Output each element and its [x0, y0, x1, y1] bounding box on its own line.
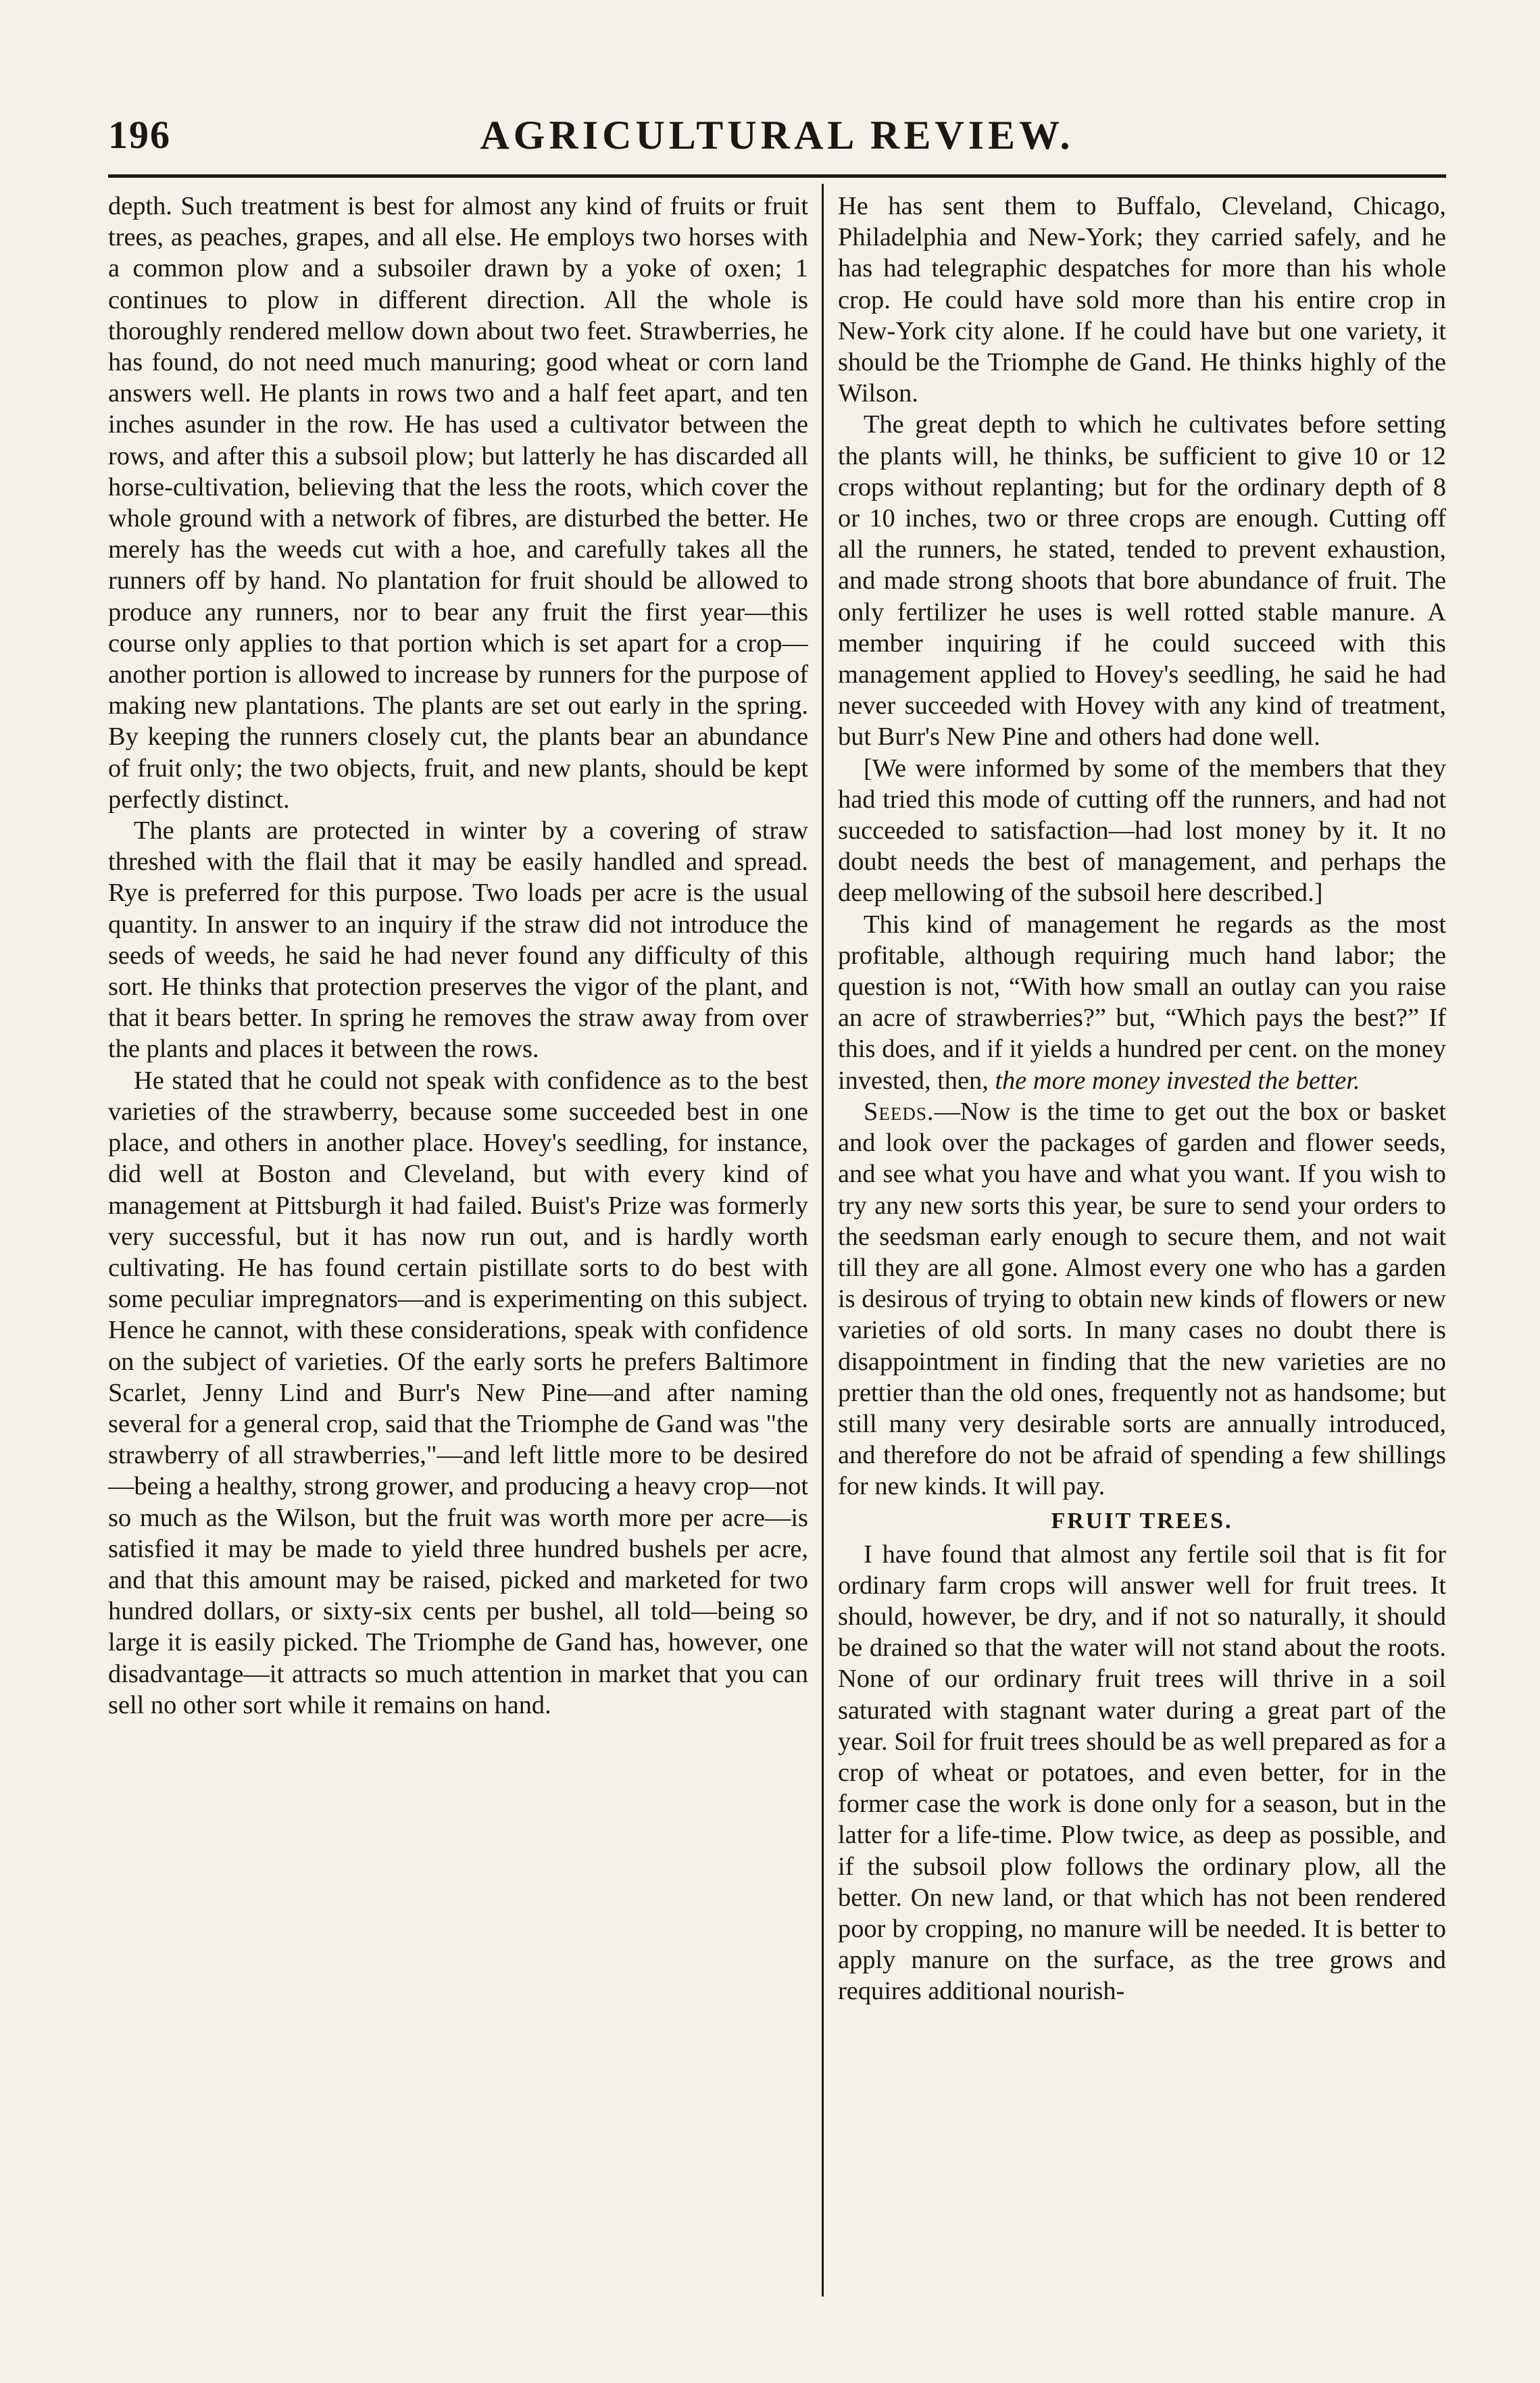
seeds-lead: Seeds.	[864, 1097, 935, 1126]
paragraph-fruit-trees: I have found that almost any fertile soil that is fit for ordinary farm crops will answer well for fruit trees. It should, however, be dry, and if not so naturally, it should be drained so that the water will not stand about the roots. None of our ordinary fruit trees will thrive in a soil saturated with stagnant water during a great part of the year. Soil for fruit trees should be as well prepared as for a crop of wheat or potatoes, and even better, for in the former case the work is done only for a season, but in the latter for a life-time. Plow twice, as deep as possible, and if the subsoil plow follows the ordinary plow, all the better. On new land, or that which has not been rendered poor by cropping, no manure will be needed. It is better to apply manure on the surface, as the tree grows and requires additional nourish-	[838, 1540, 1446, 2006]
seeds-body: —Now is the time to get out the box or basket and look over the packages of garden and flower seeds, and see what you have and what you want. If you wish to try any new sorts this year, be sure to send your orders to the seedsman early enough to secure them, and not wait till they are all gone. Almost every one who has a garden is desirous of trying to obtain new kinds of flowers or new varieties of old sorts. In many cases no doubt there is disappointment in finding that the new varieties are no prettier than the old ones, frequently not as handsome; but still many very desirable sorts are annually introduced, and therefore do not be afraid of spending a few shillings for new kinds. It will pay.	[838, 1097, 1446, 1501]
paragraph-depth-treatment: depth. Such treatment is best for almost any kind of fruits or fruit trees, as peaches, grapes, and all else. He employs two horses with a common plow and a subsoiler drawn by a yoke of oxen; 1 continues to plow in different direction. All the whole is thoroughly rendered mellow down about two feet. Strawberries, he has found, do not need much manuring; good wheat or corn land answers well. He plants in rows two and a half feet apart, and ten inches asunder in the row. He has used a cultivator between the rows, and after this a subsoil plow; but latterly he has discarded all horse-cultivation, believing that the less the roots, which cover the whole ground with a network of fibres, are disturbed the better. He merely has the weeds cut with a hoe, and carefully takes all the runners off by hand. No plantation for fruit should be allowed to produce any runners, nor to bear any fruit the first year—this course only applies to that portion which is set apart for a crop—another portion is allowed to increase by runners for the purpose of making new plantations. The plants are set out early in the spring. By keeping the runners closely cut, the plants bear an abundance of fruit only; the two objects, fruit, and new plants, should be kept perfectly distinct.	[108, 192, 808, 814]
paragraph-seeds	[838, 1096, 1446, 1502]
paragraph-cultivation-depth: The great depth to which he cultivates before setting the plants will, he thinks, be sufficient to give 10 or 12 crops without replanting; but for the ordinary depth of 8 or 10 inches, two or three crops are enough. Cutting off all the runners, he stated, tended to prevent exhaustion, and made strong shoots that bore abundance of fruit. The only fertilizer he uses is well rotted stable manure. A member inquiring if he could succeed with this management applied to Hovey's seedling, he said he had never succeeded with Hovey with any kind of treatment, but Burr's New Pine and others had done well.	[838, 410, 1446, 752]
left-column	[108, 191, 808, 2292]
running-title: AGRICULTURAL REVIEW.	[480, 113, 1074, 157]
profitability-italic: the more money invested the better.	[995, 1066, 1360, 1095]
paragraph-markets: He has sent them to Buffalo, Cleveland, Chicago, Philadelphia and New-York; they carried safely, and he has had telegraphic despatches for more than his whole crop. He could have sold more than his entire crop in New-York city alone. If he could have but one variety, it should be the Triomphe de Gand. He thinks highly of the Wilson.	[838, 192, 1446, 408]
right-column	[838, 191, 1446, 2292]
page-number: 196	[108, 113, 171, 157]
page-header	[108, 108, 1446, 162]
profitability-text: This kind of management he regards as the most profitable, although requiring much hand labor; the question is not, “With how small an outlay can you raise an acre of strawberries?” but, “Which pays the best?” If this does, and if it yields a hundred per cent. on the money invested, then,	[838, 910, 1446, 1095]
paragraph-profitability	[838, 909, 1446, 1096]
header-rule	[108, 174, 1446, 178]
paragraph-varieties: He stated that he could not speak with confidence as to the best varieties of the strawberry, because some succeeded best in one place, and others in another place. Hovey's seedling, for instance, did well at Boston and Cleveland, but with every kind of management at Pittsburgh it had failed. Buist's Prize was formerly very successful, but it has now run out, and is hardly worth cultivating. He has found certain pistillate sorts to do best with some peculiar impregnators—and is experimenting on this subject. Hence he cannot, with these considerations, speak with confidence on the subject of varieties. Of the early sorts he prefers Baltimore Scarlet, Jenny Lind and Burr's New Pine—and after naming several for a general crop, said that the Triomphe de Gand was "the strawberry of all strawberries,"—and left little more to be desired—being a healthy, strong grower, and producing a heavy crop—not so much as the Wilson, but the fruit was worth more per acre—is satisfied it may be made to yield three hundred bushels per acre, and that this amount may be raised, picked and marketed for two hundred dollars, or sixty-six cents per bushel, all told—being so large it is easily picked. The Triomphe de Gand has, however, one disadvantage—it attracts so much attention in market that you can sell no other sort while it remains on hand.	[108, 1066, 808, 1719]
paragraph-editor-note: [We were informed by some of the members that they had tried this mode of cutting off the runners, and had not succeeded to satisfaction—had lost money by it. It no doubt needs the best of management, and perhaps the deep mellowing of the subsoil here described.]	[838, 754, 1446, 908]
paragraph-winter-protection: The plants are protected in winter by a covering of straw threshed with the flail that it may be easily handled and spread. Rye is preferred for this purpose. Two loads per acre is the usual quantity. In answer to an inquiry if the straw did not introduce the seeds of weeds, he said he had never found any difficulty of this sort. He thinks that protection preserves the vigor of the plant, and that it bears better. In spring he removes the straw away from over the plants and places it between the rows.	[108, 816, 808, 1064]
section-heading-fruit-trees: FRUIT TREES.	[1051, 1508, 1233, 1533]
column-divider	[822, 184, 824, 2296]
